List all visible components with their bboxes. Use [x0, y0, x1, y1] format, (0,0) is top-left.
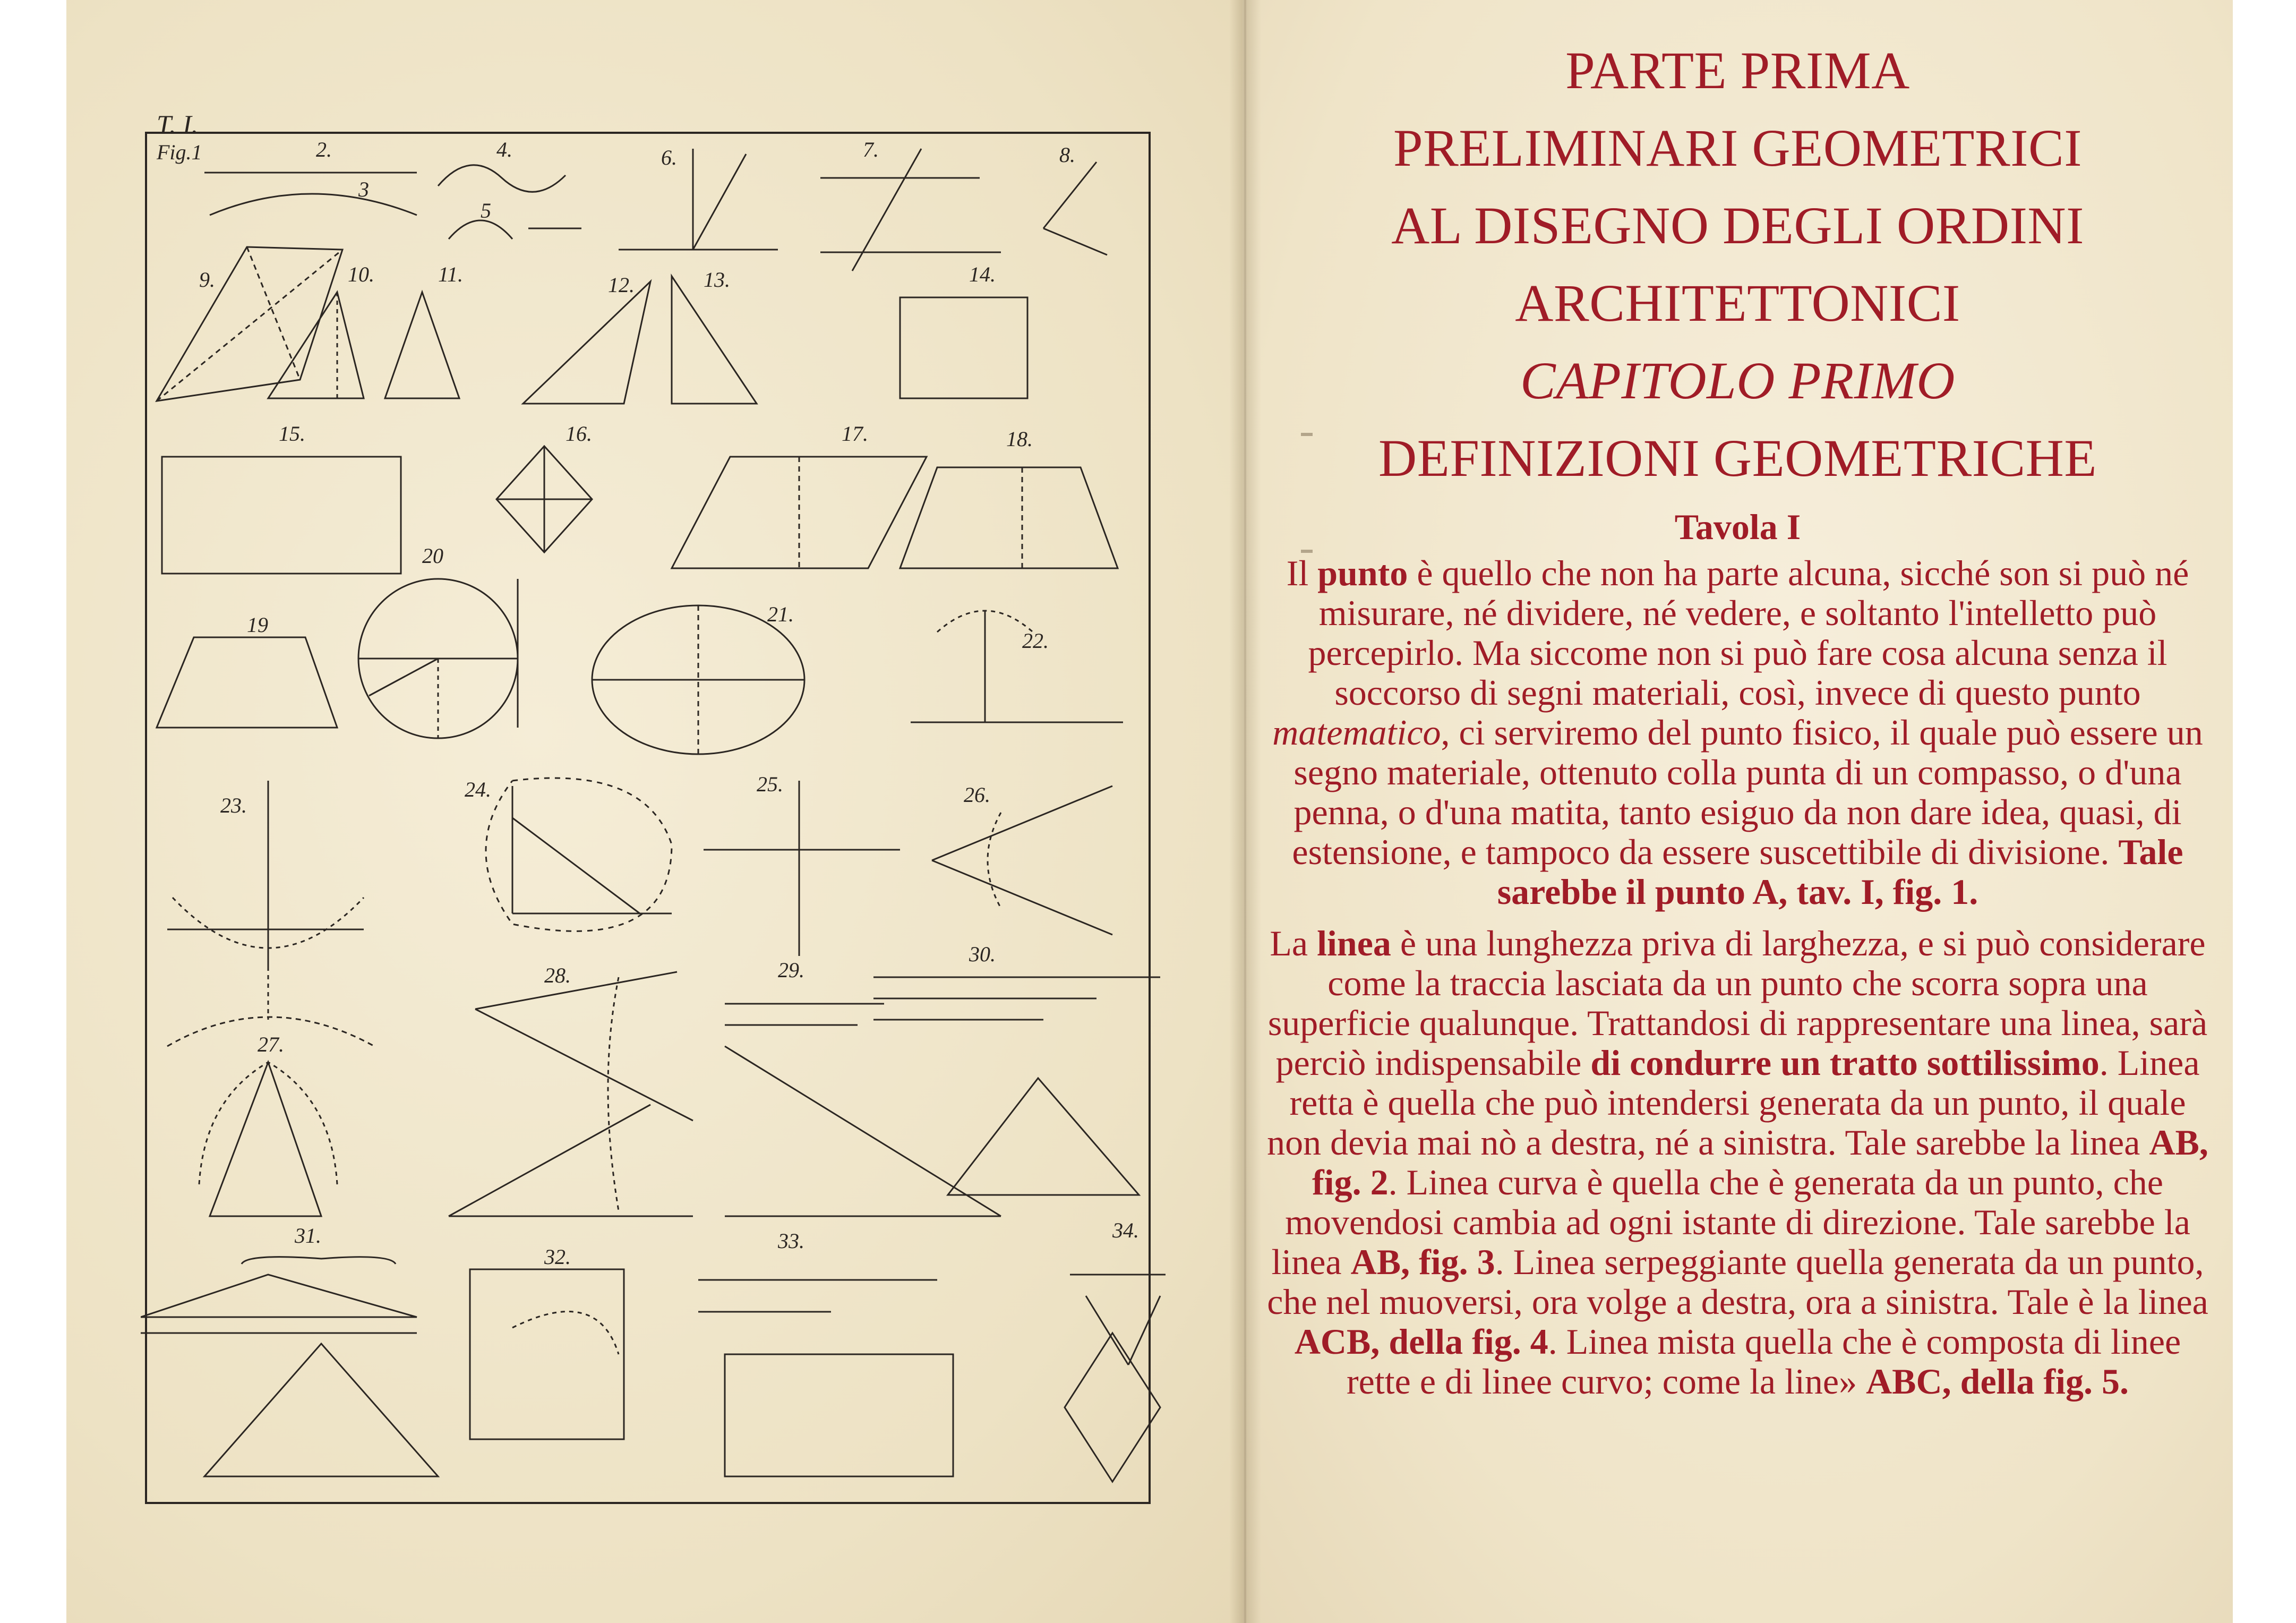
fig-label: 2.: [316, 138, 332, 161]
fig-label: 33.: [778, 1229, 804, 1253]
heading-line: ARCHITETTONICI: [1515, 274, 1960, 332]
fig-label: 9.: [199, 268, 215, 292]
heading-line: PRELIMINARI GEOMETRICI: [1393, 118, 2083, 177]
fig-label: 4.: [496, 138, 512, 161]
fig-label: 5: [481, 199, 491, 223]
geometric-plate-drawing: [141, 127, 1219, 1519]
text-column: [1243, 32, 2233, 1402]
fig-label: 28.: [544, 963, 571, 987]
plate-label: T. I.: [157, 109, 199, 139]
fig-label: 34.: [1112, 1218, 1139, 1242]
fig-label: 16.: [566, 422, 592, 446]
text-run: . Linea curva è quella che è generata da un punto, che movendosi cambia ad ogni istante di direzione. Tale sarebbe la linea: [1271, 1162, 2190, 1282]
bold-term: ABC, della fig. 5.: [1866, 1361, 2129, 1402]
bold-term: punto: [1317, 553, 1408, 593]
fig-label: 29.: [778, 958, 804, 982]
plate-frame: [146, 133, 1150, 1503]
fig-label: 3: [358, 177, 369, 201]
fig-label: 19: [247, 613, 268, 637]
fig-label: 30.: [969, 942, 996, 966]
fig-label: 31.: [295, 1224, 321, 1248]
text-run: . Linea retta è quella che può intendersi generata da un punto, il quale non devia mai nò a destra, né a sinistra. Tale sarebbe la linea: [1267, 1043, 2200, 1163]
text-run: . Linea serpeggiante quella generata da un punto, che nel muoversi, ora volge a destra, ora a sinistra. Tale è la linea: [1267, 1242, 2208, 1322]
plate-reference: Tavola I: [1674, 507, 1801, 547]
fig-label: 11.: [438, 262, 464, 286]
fig-label: 13.: [704, 268, 730, 292]
text-run: , ci serviremo del punto fisico, il quale può essere un segno materiale, ottenuto colla punta di un compasso, o d'una penna, o d'una matita, tanto esiguo da non dare idea, quasi, di estensione, e tampoco da essere suscettibile di divisione.: [1292, 712, 2203, 872]
fig-label: 24.: [465, 778, 491, 801]
fig-label: 26.: [964, 783, 990, 807]
heading-line: PARTE PRIMA: [1565, 41, 1910, 100]
fig-label: 21.: [767, 602, 794, 626]
italic-term: matematico: [1272, 712, 1441, 753]
chapter-heading: CAPITOLO PRIMO: [1520, 351, 1955, 410]
fig-label: 18.: [1006, 427, 1033, 451]
paragraph-punto: [1243, 553, 2233, 912]
fig-label: 32.: [544, 1245, 571, 1269]
fig-label: 27.: [258, 1032, 284, 1056]
fig-label: 23.: [220, 793, 247, 817]
fig-label: 10.: [348, 262, 374, 286]
fig-label: 25.: [757, 772, 783, 796]
text-run: Il: [1286, 553, 1318, 593]
text-run: La: [1270, 923, 1317, 963]
text-run: è una lunghezza priva di larghezza, e si può considerare come la traccia lasciata da un punto che scorra sopra una superficie qualunque. Trattandosi di rappresentare una linea, sarà perciò indispensabile: [1267, 923, 2208, 1083]
paragraph-linea: [1243, 924, 2233, 1402]
fig-label: 17.: [842, 422, 868, 446]
fig-label: Fig.1: [157, 140, 202, 164]
fig-label: 7.: [863, 138, 879, 161]
fig-label: 15.: [279, 422, 305, 446]
fig-label: 14.: [969, 262, 996, 286]
bold-term: di condurre un tratto sottilissimo: [1590, 1043, 2100, 1083]
bold-term: AB, fig. 3: [1350, 1242, 1495, 1282]
bold-term: Tale sarebbe il punto A, tav. I, fig. 1.: [1497, 832, 2183, 912]
bold-term: ACB, della fig. 4: [1294, 1321, 1548, 1362]
section-heading: DEFINIZIONI GEOMETRICHE: [1378, 429, 2097, 488]
fig-label: 22.: [1022, 629, 1049, 653]
fig-label: 20: [422, 544, 443, 568]
text-run: . Linea mista quella che è composta di linee rette e di linee curvo; come la line»: [1347, 1321, 2181, 1402]
fig-label: 8.: [1059, 143, 1075, 167]
fig-label: 6.: [661, 146, 677, 169]
fig-label: 12.: [608, 273, 635, 297]
heading-line: AL DISEGNO DEGLI ORDINI: [1391, 196, 2084, 255]
left-page-plate: [66, 0, 1243, 1623]
book-spread: [66, 0, 2233, 1623]
text-run: è quello che non ha parte alcuna, sicché son si può né misurare, né dividere, né vedere, e soltanto l'intelletto può percepirlo. Ma siccome non si può fare cosa alcuna senza il soccorso di segni materiali, così, invece di questo punto: [1308, 553, 2189, 713]
bold-term: AB, fig. 2: [1312, 1122, 2208, 1202]
bold-term: linea: [1317, 923, 1391, 963]
